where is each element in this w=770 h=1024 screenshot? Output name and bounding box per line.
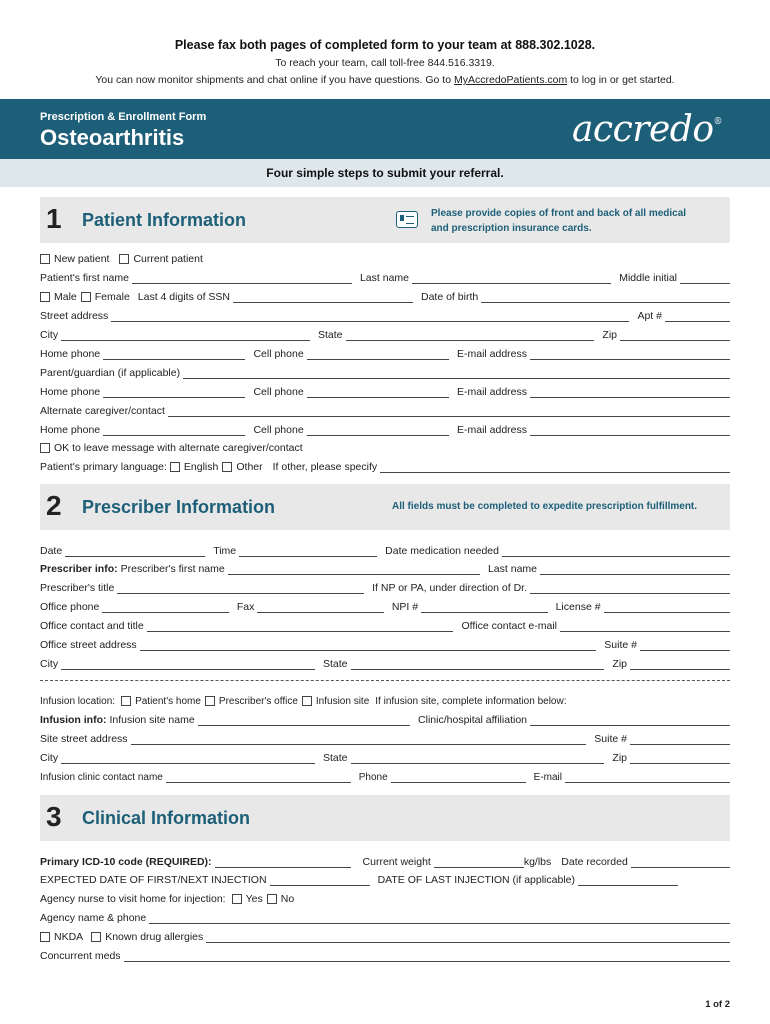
first-name-field[interactable] bbox=[132, 272, 352, 284]
office-contact-row bbox=[40, 616, 730, 632]
dob-label: Date of birth bbox=[421, 291, 479, 303]
yes-checkbox[interactable] bbox=[232, 894, 242, 904]
language-label: Patient's primary language: bbox=[40, 461, 167, 473]
allergies-row bbox=[40, 927, 730, 943]
other-language-checkbox[interactable] bbox=[222, 462, 232, 472]
office-phone-field[interactable] bbox=[102, 601, 228, 613]
office-state-label: State bbox=[322, 658, 348, 670]
guardian-label: Parent/guardian (if applicable) bbox=[40, 367, 181, 379]
site-suite-field[interactable] bbox=[630, 733, 730, 745]
infusion-location-row bbox=[40, 691, 730, 707]
clinic-contact-field[interactable] bbox=[166, 771, 351, 783]
known-allergies-label: Known drug allergies bbox=[105, 931, 204, 943]
clinic-email-label: E-mail bbox=[533, 772, 562, 783]
infusion-site-name-label: Infusion site name bbox=[109, 714, 195, 726]
agency-name-row bbox=[40, 908, 730, 924]
prescriber-title-label: Prescriber's title bbox=[40, 582, 115, 594]
registered-mark: ® bbox=[713, 117, 722, 127]
office-zip-field[interactable] bbox=[630, 658, 730, 670]
prescriber-last-name-field[interactable] bbox=[540, 563, 730, 575]
infusion-site-checkbox[interactable] bbox=[302, 696, 312, 706]
office-phone-row bbox=[40, 597, 730, 613]
alt-caregiver-phone-row bbox=[40, 420, 730, 436]
last-name-label: Last name bbox=[359, 272, 409, 284]
apt-label: Apt # bbox=[637, 310, 662, 322]
zip-field[interactable] bbox=[620, 329, 730, 341]
fax-field[interactable] bbox=[257, 601, 383, 613]
office-phone-label: Office phone bbox=[40, 601, 100, 613]
time-label: Time bbox=[213, 545, 237, 557]
state-field[interactable] bbox=[346, 329, 595, 341]
alt-cell-phone-label: Cell phone bbox=[253, 424, 304, 436]
agency-nurse-label: Agency nurse to visit home for injection: bbox=[40, 893, 226, 905]
guardian-row bbox=[40, 363, 730, 379]
office-zip-label: Zip bbox=[612, 658, 627, 670]
alt-caregiver-row bbox=[40, 401, 730, 417]
insurance-note-line2: and prescription insurance cards. bbox=[431, 223, 592, 234]
fax-label: Fax bbox=[236, 601, 255, 613]
language-row bbox=[40, 457, 730, 473]
no-label: No bbox=[280, 893, 295, 905]
ssn-field[interactable] bbox=[233, 291, 413, 303]
office-street-field[interactable] bbox=[140, 639, 597, 651]
dob-field[interactable] bbox=[481, 291, 730, 303]
office-city-label: City bbox=[40, 658, 59, 670]
guardian-field[interactable] bbox=[183, 367, 730, 379]
reach-line: To reach your team, call toll-free 844.516.3319. bbox=[275, 57, 495, 69]
email-label: E-mail address bbox=[456, 348, 528, 360]
new-patient-label: New patient bbox=[54, 253, 110, 265]
new-patient-checkbox[interactable] bbox=[40, 254, 50, 264]
icd10-label: Primary ICD-10 code (REQUIRED): bbox=[40, 856, 212, 868]
infusion-location-label: Infusion location: bbox=[40, 696, 116, 707]
section-title: Prescriber Information bbox=[82, 497, 276, 517]
infusion-site-label: Infusion site bbox=[315, 696, 370, 707]
prescriber-note: All fields must be completed to expedite prescription fulfillment. bbox=[392, 501, 698, 512]
female-label: Female bbox=[94, 291, 130, 303]
site-city-row bbox=[40, 748, 730, 764]
nkda-checkbox[interactable] bbox=[40, 932, 50, 942]
english-checkbox[interactable] bbox=[170, 462, 180, 472]
city-row bbox=[40, 325, 730, 341]
prescriber-name-row bbox=[40, 559, 730, 575]
fax-instructions bbox=[0, 0, 770, 86]
alt-home-phone-field[interactable] bbox=[103, 424, 245, 436]
prescriber-last-name-label: Last name bbox=[487, 563, 537, 575]
np-pa-field[interactable] bbox=[530, 582, 730, 594]
alt-home-phone-label: Home phone bbox=[40, 424, 101, 436]
other-language-field[interactable] bbox=[380, 461, 730, 473]
date-needed-field[interactable] bbox=[502, 545, 730, 557]
office-email-field[interactable] bbox=[560, 620, 730, 632]
license-field[interactable] bbox=[604, 601, 730, 613]
site-city-field[interactable] bbox=[61, 752, 315, 764]
section-number: 1 bbox=[46, 203, 62, 234]
guardian-email-label: E-mail address bbox=[456, 386, 528, 398]
current-patient-checkbox[interactable] bbox=[119, 254, 129, 264]
accredo-logo bbox=[572, 109, 722, 150]
kg-lbs-label: kg/lbs bbox=[523, 856, 552, 868]
steps-heading: Four simple steps to submit your referral. bbox=[0, 159, 770, 187]
known-allergies-checkbox[interactable] bbox=[91, 932, 101, 942]
office-contact-label: Office contact and title bbox=[40, 620, 144, 632]
office-city-row bbox=[40, 654, 730, 670]
page-number: 1 of 2 bbox=[705, 999, 730, 1010]
site-street-row bbox=[40, 729, 730, 745]
home-phone-field[interactable] bbox=[103, 348, 245, 360]
guardian-phone-row bbox=[40, 382, 730, 398]
patient-status-row bbox=[40, 249, 730, 265]
expected-date-field[interactable] bbox=[270, 874, 370, 886]
date-needed-label: Date medication needed bbox=[385, 545, 499, 557]
infusion-site-name-field[interactable] bbox=[198, 714, 410, 726]
form-title: Osteoarthritis bbox=[40, 125, 185, 150]
icd-row bbox=[40, 852, 730, 868]
section-patient-information bbox=[40, 197, 730, 243]
state-label: State bbox=[317, 329, 343, 341]
ok-message-checkbox[interactable] bbox=[40, 443, 50, 453]
clinic-phone-field[interactable] bbox=[391, 771, 526, 783]
email-field[interactable] bbox=[530, 348, 730, 360]
current-weight-field[interactable] bbox=[434, 856, 524, 868]
section-number: 2 bbox=[46, 490, 62, 521]
site-state-label: State bbox=[322, 752, 348, 764]
agency-name-label: Agency name & phone bbox=[40, 912, 147, 924]
site-street-field[interactable] bbox=[131, 733, 587, 745]
guardian-email-field[interactable] bbox=[530, 386, 730, 398]
guardian-home-phone-label: Home phone bbox=[40, 386, 101, 398]
city-label: City bbox=[40, 329, 59, 341]
infusion-info-label: Infusion info: bbox=[40, 714, 107, 726]
site-city-label: City bbox=[40, 752, 59, 764]
office-city-field[interactable] bbox=[61, 658, 315, 670]
section-clinical-information bbox=[40, 795, 730, 841]
known-allergies-field[interactable] bbox=[206, 931, 730, 943]
office-street-label: Office street address bbox=[40, 639, 137, 651]
patient-home-label: Patient's home bbox=[135, 696, 201, 707]
city-field[interactable] bbox=[61, 329, 310, 341]
prescriber-office-checkbox[interactable] bbox=[205, 696, 215, 706]
suite-field[interactable] bbox=[640, 639, 730, 651]
english-label: English bbox=[183, 461, 219, 473]
date-time-row bbox=[40, 541, 730, 557]
office-contact-field[interactable] bbox=[147, 620, 454, 632]
street-label: Street address bbox=[40, 310, 109, 322]
office-email-label: Office contact e-mail bbox=[461, 620, 557, 632]
apt-field[interactable] bbox=[665, 310, 730, 322]
cell-phone-field[interactable] bbox=[307, 348, 449, 360]
office-street-row bbox=[40, 635, 730, 651]
concurrent-meds-label: Concurrent meds bbox=[40, 950, 121, 962]
section-prescriber-information bbox=[40, 484, 730, 530]
yes-label: Yes bbox=[245, 893, 263, 905]
license-label: License # bbox=[555, 601, 601, 613]
suite-label: Suite # bbox=[604, 639, 637, 651]
alt-cell-phone-field[interactable] bbox=[307, 424, 449, 436]
time-field[interactable] bbox=[239, 545, 377, 557]
patients-portal-link[interactable]: MyAccredoPatients.com bbox=[453, 74, 568, 86]
middle-initial-label: Middle initial bbox=[619, 272, 677, 284]
prescriber-title-row bbox=[40, 578, 730, 594]
alt-email-label: E-mail address bbox=[456, 424, 528, 436]
alt-caregiver-field[interactable] bbox=[168, 405, 730, 417]
insurance-note-line1: Please provide copies of front and back of all medical bbox=[431, 208, 687, 219]
site-state-field[interactable] bbox=[351, 752, 605, 764]
last-name-field[interactable] bbox=[412, 272, 611, 284]
clinic-contact-row bbox=[40, 767, 730, 783]
ok-message-row bbox=[40, 438, 730, 454]
guardian-cell-phone-label: Cell phone bbox=[253, 386, 304, 398]
if-other-label: If other, please specify bbox=[272, 461, 378, 473]
guardian-cell-phone-field[interactable] bbox=[307, 386, 449, 398]
agency-nurse-row bbox=[40, 889, 730, 905]
date-recorded-label: Date recorded bbox=[561, 856, 628, 868]
icd10-field[interactable] bbox=[215, 856, 351, 868]
form-banner bbox=[0, 99, 770, 159]
section-number: 3 bbox=[46, 801, 62, 832]
if-infusion-label: If infusion site, complete information below: bbox=[375, 696, 567, 707]
date-recorded-field[interactable] bbox=[631, 856, 730, 868]
fax-line: Please fax both pages of completed form to your team at 888.302.1028. bbox=[174, 38, 596, 52]
site-zip-field[interactable] bbox=[630, 752, 730, 764]
prescriber-first-name-field[interactable] bbox=[228, 563, 480, 575]
female-checkbox[interactable] bbox=[81, 292, 91, 302]
prescriber-title-field[interactable] bbox=[117, 582, 364, 594]
npi-field[interactable] bbox=[421, 601, 547, 613]
section-divider bbox=[40, 680, 730, 681]
monitor-line bbox=[0, 74, 770, 86]
office-state-field[interactable] bbox=[351, 658, 605, 670]
ssn-label: Last 4 digits of SSN bbox=[137, 291, 230, 303]
cell-phone-label: Cell phone bbox=[253, 348, 304, 360]
other-language-label: Other bbox=[236, 461, 263, 473]
last-injection-label: DATE OF LAST INJECTION (if applicable) bbox=[377, 874, 575, 886]
concurrent-meds-field[interactable] bbox=[124, 950, 730, 962]
clinic-contact-label: Infusion clinic contact name bbox=[40, 772, 163, 783]
form-subtitle: Prescription & Enrollment Form bbox=[40, 111, 207, 123]
male-label: Male bbox=[54, 291, 77, 303]
monitor-prefix: You can now monitor shipments and chat online if you have questions. Go to bbox=[95, 74, 454, 86]
prescriber-first-name-label: Prescriber's first name bbox=[120, 563, 225, 575]
first-name-label: Patient's first name bbox=[40, 272, 129, 284]
infusion-site-row bbox=[40, 710, 730, 726]
injection-dates-row bbox=[40, 870, 730, 886]
npi-label: NPI # bbox=[391, 601, 419, 613]
clinic-affiliation-field[interactable] bbox=[530, 714, 730, 726]
nkda-label: NKDA bbox=[54, 931, 84, 943]
clinic-phone-label: Phone bbox=[358, 772, 388, 783]
current-patient-label: Current patient bbox=[133, 253, 203, 265]
gender-ssn-row bbox=[40, 287, 730, 303]
insurance-card-icon bbox=[396, 211, 418, 228]
concurrent-meds-row bbox=[40, 946, 730, 962]
alt-caregiver-label: Alternate caregiver/contact bbox=[40, 405, 165, 417]
site-zip-label: Zip bbox=[612, 752, 627, 764]
zip-label: Zip bbox=[602, 329, 617, 341]
last-injection-field[interactable] bbox=[578, 874, 678, 886]
patient-home-checkbox[interactable] bbox=[121, 696, 131, 706]
prescriber-info-label: Prescriber info: bbox=[40, 563, 118, 575]
no-checkbox[interactable] bbox=[267, 894, 277, 904]
logo-text: accredo bbox=[571, 109, 714, 150]
date-field[interactable] bbox=[65, 545, 205, 557]
date-label: Date bbox=[40, 545, 63, 557]
clinic-email-field[interactable] bbox=[565, 771, 730, 783]
home-phone-label: Home phone bbox=[40, 348, 101, 360]
section-title: Patient Information bbox=[82, 210, 247, 230]
section-title: Clinical Information bbox=[82, 808, 251, 828]
expected-date-label: EXPECTED DATE OF FIRST/NEXT INJECTION bbox=[40, 874, 267, 886]
street-row bbox=[40, 306, 730, 322]
agency-name-field[interactable] bbox=[149, 912, 730, 924]
alt-email-field[interactable] bbox=[530, 424, 730, 436]
patient-name-row bbox=[40, 268, 730, 284]
monitor-suffix: to log in or get started. bbox=[567, 74, 675, 86]
street-field[interactable] bbox=[111, 310, 629, 322]
site-suite-label: Suite # bbox=[594, 733, 627, 745]
site-street-label: Site street address bbox=[40, 733, 128, 745]
clinic-affiliation-label: Clinic/hospital affiliation bbox=[418, 714, 527, 726]
male-checkbox[interactable] bbox=[40, 292, 50, 302]
prescriber-office-label: Prescriber's office bbox=[218, 696, 298, 707]
ok-message-label: OK to leave message with alternate caregiver/contact bbox=[54, 442, 303, 454]
guardian-home-phone-field[interactable] bbox=[103, 386, 245, 398]
np-pa-label: If NP or PA, under direction of Dr. bbox=[372, 582, 527, 594]
current-weight-label: Current weight bbox=[362, 856, 431, 868]
patient-phone-row bbox=[40, 344, 730, 360]
middle-initial-field[interactable] bbox=[680, 272, 730, 284]
